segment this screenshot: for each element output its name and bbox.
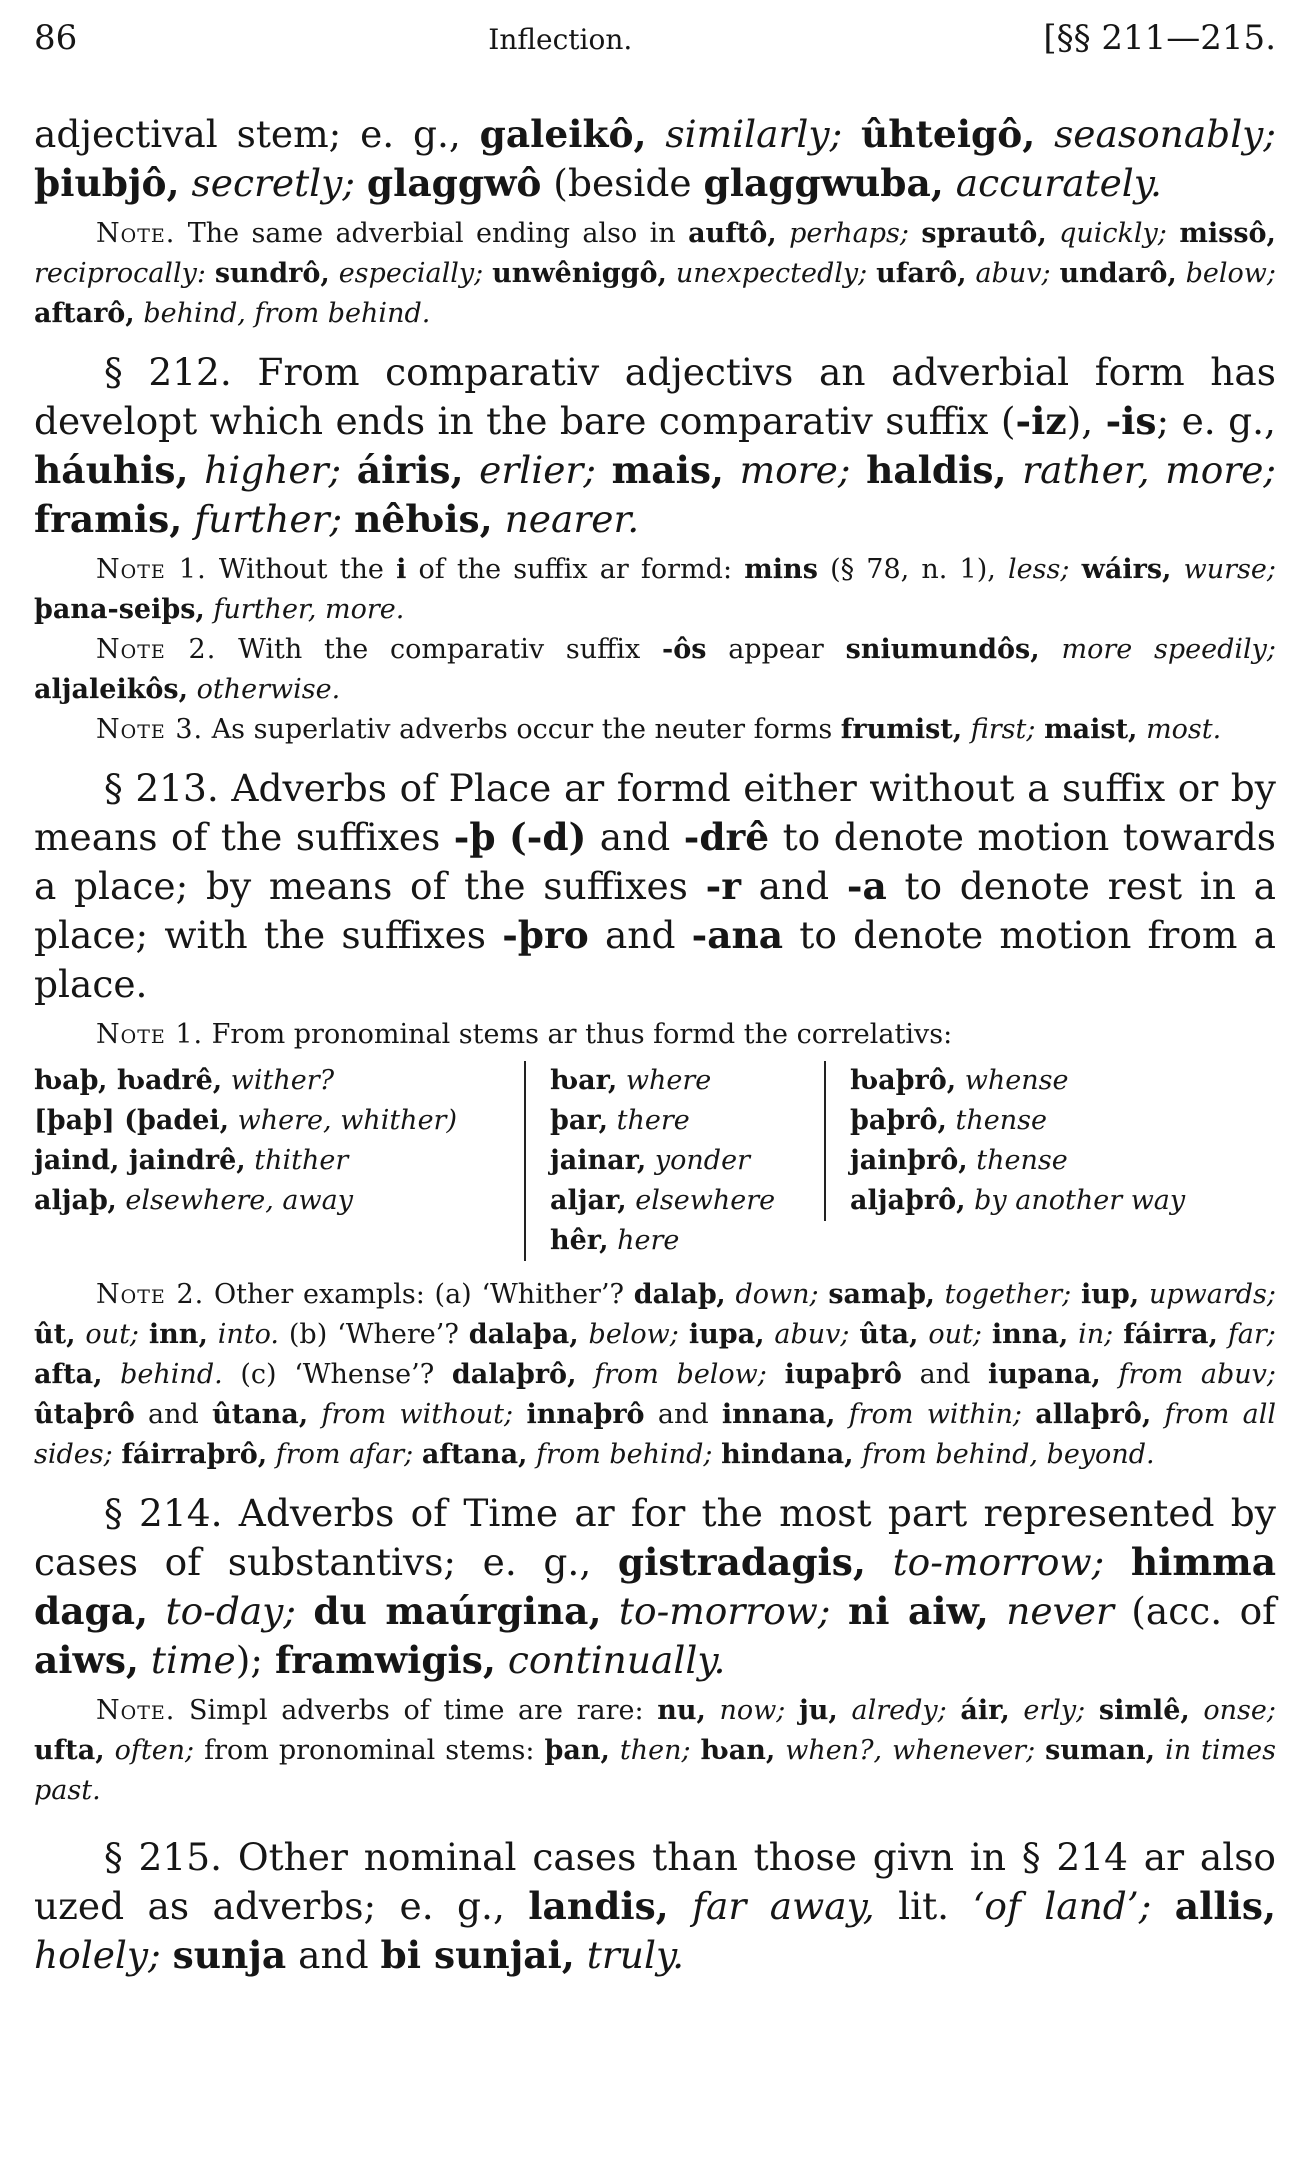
correlative-row: jainar, yonder: [550, 1145, 750, 1176]
note-213-2: Note 2. Other exampls: (a) ‘Whither’? dalaþ, down; samaþ, together; iup, upwards; ût, out; inn, into. (b) ‘Where’? dalaþa, below; iupa, abuv; ûta, out; inna, in; fáirra, far; afta, behind. (c) ‘Whense’? dalaþrô, from below; iupaþrô and iupana, from abuv; ûtaþrô and ûtana, from without; innaþrô and innana, from within; allaþrô, from all sides; fáirraþrô, from afar; aftana, from behind; hindana, from behind, beyond.: [34, 1279, 1276, 1470]
correlative-row: aljar, elsewhere: [550, 1185, 776, 1216]
note-212-3: Note 3. As superlativ adverbs occur the neuter forms frumist, first; maist, most.: [96, 714, 1222, 745]
note-214: Note. Simpl adverbs of time are rare: nu, now; ju, alredy; áir, erly; simlê, onse; ufta, often; from pronominal stems: þan, then; ƕan, when?, whenever; suman, in times past.: [34, 1695, 1276, 1806]
correlative-row: jainþrô, thense: [850, 1145, 1068, 1176]
correlative-row: [þaþ] (þadei, where, whither): [34, 1105, 457, 1136]
section-211-continuation: adjectival stem; e. g., galeikô, similarly; ûhteigô, seasonably; þiubjô, secretly; glaggwô (beside glaggwuba, accurately.: [34, 112, 1277, 205]
correlative-row: hêr, here: [550, 1225, 680, 1256]
section-range: [§§ 211—215.: [1043, 18, 1276, 58]
correlatives-table: [34, 1061, 1276, 1261]
page-number: 86: [34, 18, 78, 58]
correlatives-column-whither: [34, 1061, 524, 1261]
correlative-row: aljaþrô, by another way: [850, 1185, 1186, 1216]
correlative-row: jaind, jaindrê, thither: [34, 1145, 349, 1176]
correlative-row: ƕaþrô, whense: [850, 1065, 1069, 1096]
correlative-row: aljaþ, elsewhere, away: [34, 1185, 353, 1216]
correlative-row: ƕar, where: [550, 1065, 712, 1096]
running-header: [34, 18, 1276, 78]
correlative-row: ƕaþ, ƕadrê, wither?: [34, 1065, 335, 1096]
correlative-row: þar, there: [550, 1105, 690, 1136]
section-212: § 212. From comparativ adjectivs an adverbial form has developt which ends in the bare comparativ suffix (-iz), -is; e. g., háuhis, higher; áiris, erlier; mais, more; haldis, rather, more; framis, further; nêƕis, nearer.: [34, 350, 1277, 541]
note-212-1: Note 1. Without the i of the suffix ar formd: mins (§ 78, n. 1), less; wáirs, wurse; þana-seiþs, further, more.: [34, 554, 1276, 625]
section-215: § 215. Other nominal cases than those givn in § 214 ar also uzed as adverbs; e. g., landis, far away, lit. ‘of land’; allis, holely; sunja and bi sunjai, truly.: [34, 1835, 1277, 1977]
section-213: § 213. Adverbs of Place ar formd either without a suffix or by means of the suffixes -þ (-d) and -drê to denote motion towards a place; by means of the suffixes -r and -a to denote rest in a place; with the suffixes -þro and -ana to denote motion from a place.: [34, 766, 1277, 1006]
correlatives-column-whense: [824, 1061, 1244, 1221]
note-211: Note. The same adverbial ending also in auftô, perhaps; sprautô, quickly; missô, reciprocally: sundrô, especially; unwêniggô, unexpectedly; ufarô, abuv; undarô, below; aftarô, behind, from behind.: [34, 218, 1276, 329]
section-214: § 214. Adverbs of Time ar for the most part represented by cases of substantivs; e. g., gistradagis, to-morrow; himma daga, to-day; du maúrgina, to-morrow; ni aiw, never (acc. of aiws, time); framwigis, continually.: [34, 1491, 1277, 1682]
running-title: Inflection.: [488, 23, 633, 56]
note-212-2: Note 2. With the comparativ suffix -ôs appear sniumundôs, more speedily; aljaleikôs, otherwise.: [34, 634, 1276, 705]
note-213-1: Note 1. From pronominal stems ar thus formd the correlativs:: [96, 1019, 953, 1050]
correlative-row: þaþrô, thense: [850, 1105, 1047, 1136]
correlatives-column-where: [524, 1061, 824, 1261]
